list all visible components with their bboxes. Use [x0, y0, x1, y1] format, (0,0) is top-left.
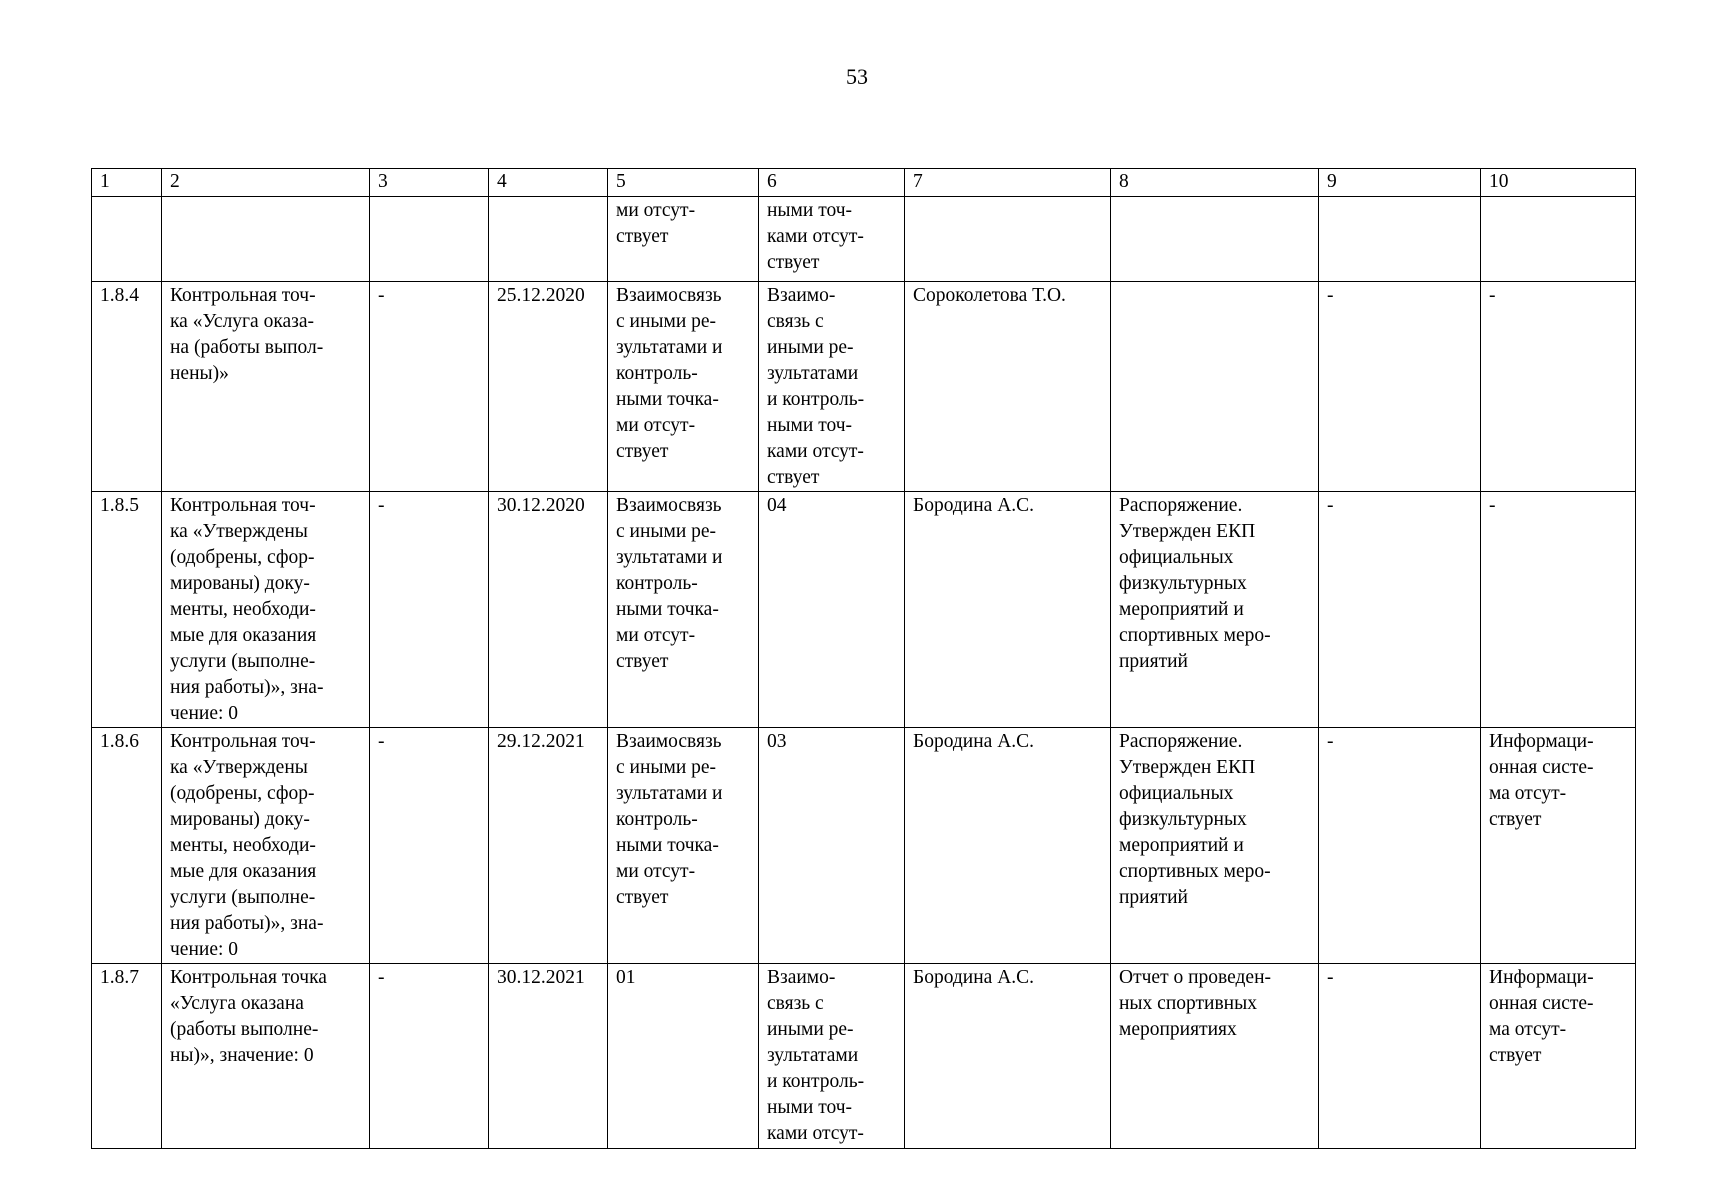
table-cell — [1481, 197, 1636, 282]
control-points-table — [91, 168, 1636, 1149]
table-row — [92, 197, 1636, 282]
table-cell: Взаимосвязь с иными ре- зультатами и контроль- ными точка- ми отсут- ствует — [608, 282, 759, 492]
table-cell: Распоряжение. Утвержден ЕКП официальных физкультурных мероприятий и спортивных меро- приятий — [1111, 728, 1319, 964]
column-header: 5 — [608, 169, 759, 197]
column-header: 4 — [489, 169, 608, 197]
table-row — [92, 282, 1636, 492]
table-row — [92, 728, 1636, 964]
table-row — [92, 964, 1636, 1149]
column-header: 9 — [1319, 169, 1481, 197]
table-cell: Распоряжение. Утвержден ЕКП официальных физкультурных мероприятий и спортивных меро- приятий — [1111, 492, 1319, 728]
table-cell: Взаимосвязь с иными ре- зультатами и контроль- ными точка- ми отсут- ствует — [608, 728, 759, 964]
table-cell — [1111, 197, 1319, 282]
table-cell: - — [370, 728, 489, 964]
table-cell: Бородина А.С. — [905, 964, 1111, 1149]
table-cell: Взаимо- связь с иными ре- зультатами и контроль- ными точ- ками отсут- ствует — [759, 282, 905, 492]
table-cell: Контрольная точ- ка «Услуга оказа- на (работы выпол- нены)» — [162, 282, 370, 492]
table-cell: Контрольная точ- ка «Утверждены (одобрены, сфор- мированы) доку- менты, необходи- мые для оказания услуги (выполне- ния работы)», зна- чение: 0 — [162, 492, 370, 728]
table-cell: - — [1319, 964, 1481, 1149]
table-cell: 25.12.2020 — [489, 282, 608, 492]
table-cell: 1.8.4 — [92, 282, 162, 492]
page-number: 53 — [846, 64, 868, 89]
table-cell: 30.12.2021 — [489, 964, 608, 1149]
table-cell — [92, 197, 162, 282]
table-cell: - — [370, 492, 489, 728]
table-cell — [489, 197, 608, 282]
table-cell: - — [1481, 282, 1636, 492]
table-cell: 01 — [608, 964, 759, 1149]
table-cell: 03 — [759, 728, 905, 964]
column-header: 3 — [370, 169, 489, 197]
table-cell — [162, 197, 370, 282]
table-cell: ми отсут- ствует — [608, 197, 759, 282]
table-cell: 30.12.2020 — [489, 492, 608, 728]
column-header: 10 — [1481, 169, 1636, 197]
table-cell: - — [1481, 492, 1636, 728]
table-cell: - — [370, 282, 489, 492]
table-cell — [905, 197, 1111, 282]
table-cell: 1.8.6 — [92, 728, 162, 964]
column-header: 1 — [92, 169, 162, 197]
table-header-row — [92, 169, 1636, 197]
table-cell: 04 — [759, 492, 905, 728]
table-cell: Информаци- онная систе- ма отсут- ствует — [1481, 728, 1636, 964]
table-cell: Контрольная точ- ка «Утверждены (одобрены, сфор- мированы) доку- менты, необходи- мые для оказания услуги (выполне- ния работы)», зна- чение: 0 — [162, 728, 370, 964]
table-cell: 1.8.7 — [92, 964, 162, 1149]
table-cell: ными точ- ками отсут- ствует — [759, 197, 905, 282]
table-cell: - — [1319, 282, 1481, 492]
table-cell: Бородина А.С. — [905, 492, 1111, 728]
table-cell: Взаимосвязь с иными ре- зультатами и контроль- ными точка- ми отсут- ствует — [608, 492, 759, 728]
table-cell: Отчет о проведен- ных спортивных мероприятиях — [1111, 964, 1319, 1149]
table-cell: 29.12.2021 — [489, 728, 608, 964]
table-cell: Взаимо- связь с иными ре- зультатами и контроль- ными точ- ками отсут- — [759, 964, 905, 1149]
column-header: 8 — [1111, 169, 1319, 197]
table-row — [92, 492, 1636, 728]
table-cell: Бородина А.С. — [905, 728, 1111, 964]
column-header: 6 — [759, 169, 905, 197]
table-cell: - — [370, 964, 489, 1149]
table-cell — [370, 197, 489, 282]
table-cell: Контрольная точка «Услуга оказана (работы выполне- ны)», значение: 0 — [162, 964, 370, 1149]
table-cell — [1319, 197, 1481, 282]
table-cell: Информаци- онная систе- ма отсут- ствует — [1481, 964, 1636, 1149]
column-header: 7 — [905, 169, 1111, 197]
table-cell: Сороколетова Т.О. — [905, 282, 1111, 492]
table-cell: - — [1319, 728, 1481, 964]
table-cell — [1111, 282, 1319, 492]
table-cell: 1.8.5 — [92, 492, 162, 728]
table-cell: - — [1319, 492, 1481, 728]
column-header: 2 — [162, 169, 370, 197]
